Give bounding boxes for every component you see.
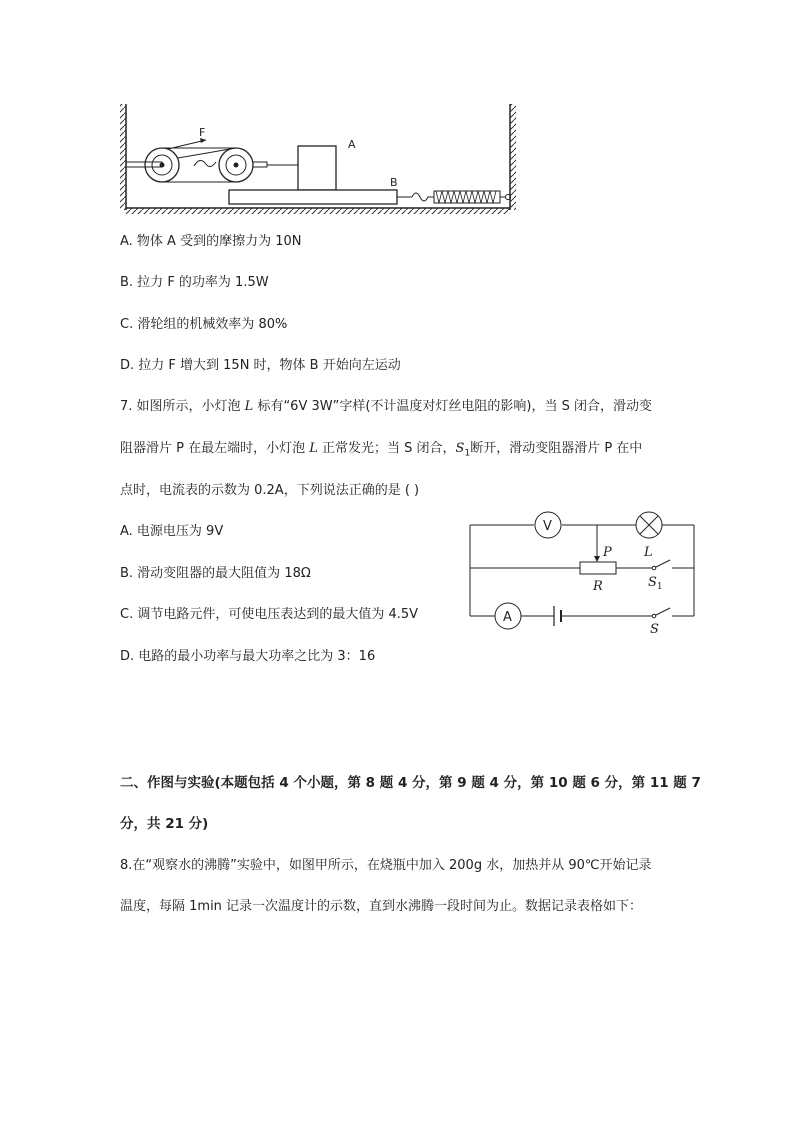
q6-option-a: A. 物体 A 受到的摩擦力为 10N xyxy=(120,234,302,249)
board-B xyxy=(229,190,397,204)
q7-option-c: C. 调节电路元件，可使电压表达到的最大值为 4.5V xyxy=(120,607,419,622)
q7-stem-line1: 7. 如图所示，小灯泡 L 标有“6V 3W”字样(不计温度对灯丝电阻的影响)，当 S 闭合，滑动变 xyxy=(120,399,652,414)
label-L: L xyxy=(644,545,653,560)
rheostat xyxy=(580,562,616,574)
q8-line2: 温度，每隔 1min 记录一次温度计的示数，直到水沸腾一段时间为止。数据记录表格如下： xyxy=(120,899,643,914)
q8-line1: 8.在“观察水的沸腾”实验中，如图甲所示，在烧瓶中加入 200g 水，加热并从 90℃开始记录 xyxy=(120,858,652,873)
q6-option-b: B. 拉力 F 的功率为 1.5W xyxy=(120,275,269,290)
q7-option-a: A. 电源电压为 9V xyxy=(120,524,224,539)
pulley-diagram xyxy=(112,96,522,216)
label-R: R xyxy=(593,579,603,594)
ammeter-label: A xyxy=(503,610,512,625)
q7-stem-line2: 阻器滑片 P 在最左端时，小灯泡 L 正常发光；当 S 闭合，$S_1$断开，滑动变阻器滑片 P 在中 xyxy=(120,441,643,459)
voltmeter-label: V xyxy=(543,519,552,534)
label-B: B xyxy=(390,176,398,189)
circuit-diagram xyxy=(466,508,702,638)
q7-stem-line3: 点时，电流表的示数为 0.2A，下列说法正确的是 ( ) xyxy=(120,483,420,498)
label-S: S xyxy=(650,622,659,637)
q7-option-b: B. 滑动变阻器的最大阻值为 18Ω xyxy=(120,566,311,581)
block-A xyxy=(298,146,336,190)
label-S1: $S_1$ xyxy=(648,575,663,592)
label-P: P xyxy=(603,545,612,560)
q6-option-c: C. 滑轮组的机械效率为 80% xyxy=(120,317,288,332)
switch-s xyxy=(656,608,670,615)
q6-option-d: D. 拉力 F 增大到 15N 时，物体 B 开始向左运动 xyxy=(120,358,401,373)
section2-heading-line1: 二、作图与实验(本题包括 4 个小题，第 8 题 4 分，第 9 题 4 分，第 10 题 6 分，第 11 题 7 xyxy=(120,775,701,791)
section2-heading-line2: 分，共 21 分) xyxy=(120,816,209,832)
label-A: A xyxy=(348,138,356,151)
q7-option-d: D. 电路的最小功率与最大功率之比为 3：16 xyxy=(120,649,376,664)
switch-s1 xyxy=(656,560,670,567)
label-F: F xyxy=(199,126,206,139)
